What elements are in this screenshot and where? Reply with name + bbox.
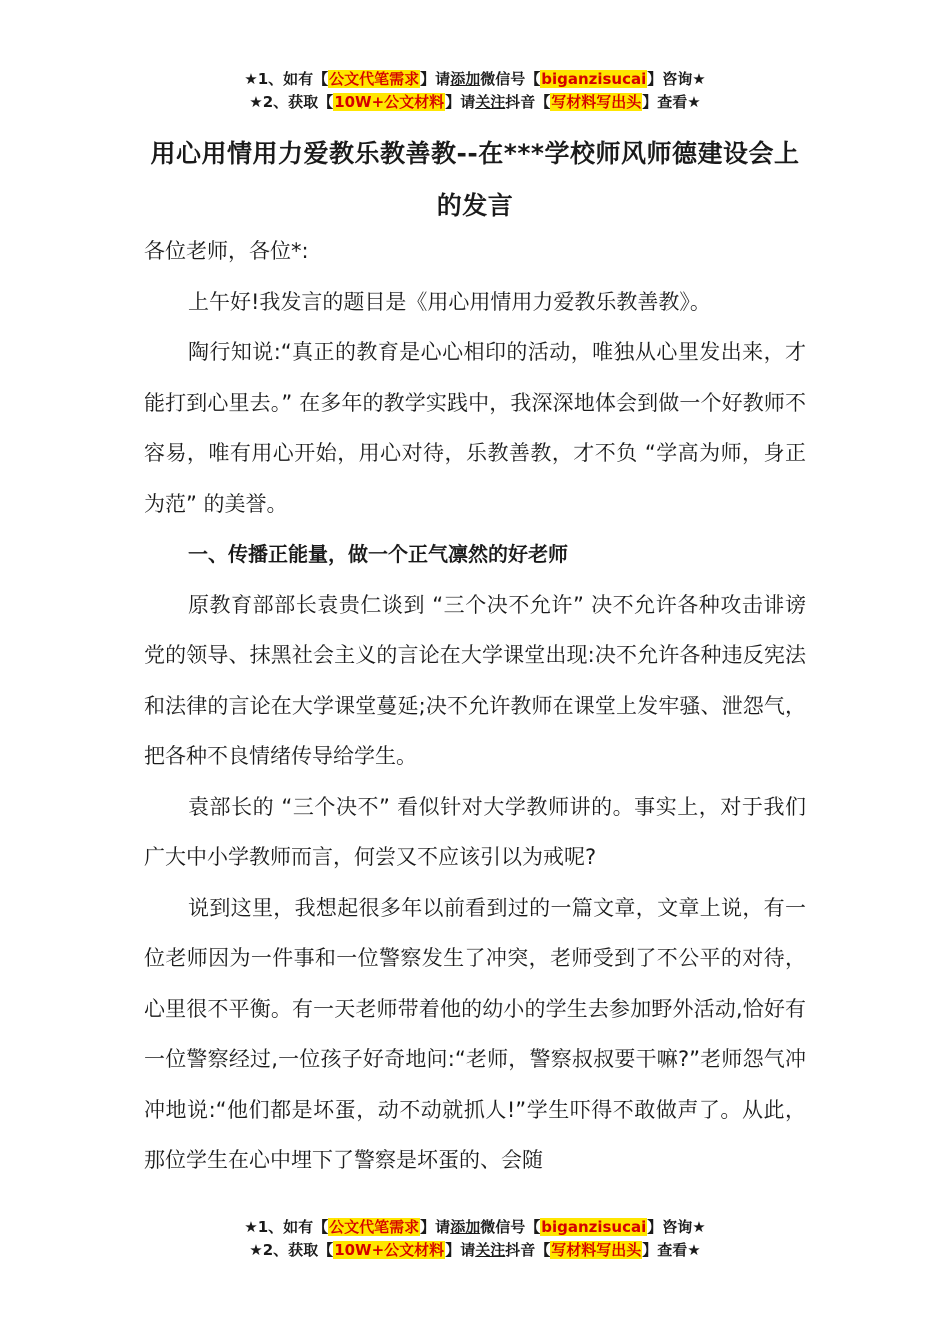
footer-promo-banner — [0, 1216, 950, 1262]
promo-line-2 — [0, 91, 950, 114]
promo-line-1 — [0, 1216, 950, 1239]
paragraph: 上午好!我发言的题目是《用心用情用力爱教乐教善教》。 — [188, 289, 711, 314]
promo-highlight: 公文代笔需求 — [329, 70, 420, 88]
paragraph: 袁部长的 “三个决不” 看似针对大学教师讲的。事实上，对于我们广大中小学教师而言，何尝又不应该引以为戒呢? — [144, 794, 806, 869]
promo-text: 抖音【 — [505, 1241, 551, 1259]
promo-highlight: 写材料写出头 — [551, 93, 642, 111]
promo-text: 】请 — [420, 1218, 451, 1236]
promo-text: 】请 — [445, 93, 476, 111]
document-title: 用心用情用力爱教乐教善教--在***学校师风师德建设会上的发言 — [150, 139, 800, 220]
section-heading: 一、传播正能量，做一个正气凛然的好老师 — [188, 542, 568, 566]
promo-text: ★2、获取【 — [249, 93, 334, 111]
promo-text: 微信号【 — [480, 70, 541, 88]
paragraph: 原教育部部长袁贵仁谈到 “三个决不允许” 决不允许各种攻击诽谤党的领导、抹黑社会主义的言论在大学课堂出现:决不允许各种违反宪法和法律的言论在大学课堂蔓延;决不允许教师在课堂上发牢骚、泄怨气，把各种不良情绪传导给学生。 — [144, 592, 806, 768]
promo-text: 】请 — [420, 70, 451, 88]
promo-highlight: biganzisucai — [541, 1218, 647, 1236]
promo-text: 】查看★ — [642, 1241, 701, 1259]
promo-text: 】咨询★ — [647, 70, 706, 88]
promo-text: 】查看★ — [642, 93, 701, 111]
promo-underline: 关注 — [475, 93, 506, 111]
promo-highlight: 公文代笔需求 — [329, 1218, 420, 1236]
salutation: 各位老师，各位*: — [144, 239, 309, 263]
paragraph: 陶行知说:“真正的教育是心心相印的活动，唯独从心里发出来，才能打到心里去。” 在多年的教学实践中，我深深地体会到做一个好教师不容易，唯有用心开始，用心对待，乐教善教，才不负 “学高为师，身正为范” 的美誉。 — [144, 340, 806, 516]
promo-text: 微信号【 — [480, 1218, 541, 1236]
promo-underline: 关注 — [475, 1241, 506, 1259]
promo-line-1 — [0, 68, 950, 91]
promo-text: ★2、获取【 — [249, 1241, 334, 1259]
promo-text: 】请 — [445, 1241, 476, 1259]
promo-text: 抖音【 — [505, 93, 551, 111]
promo-underline: 添加 — [450, 70, 481, 88]
promo-text: ★1、如有【 — [244, 70, 329, 88]
promo-highlight: biganzisucai — [541, 70, 647, 88]
header-promo-banner — [0, 68, 950, 114]
promo-line-2 — [0, 1239, 950, 1262]
promo-highlight: 10W+公文材料 — [334, 93, 445, 111]
promo-highlight: 10W+公文材料 — [334, 1241, 445, 1259]
promo-underline: 添加 — [450, 1218, 481, 1236]
document-body — [144, 226, 806, 1186]
promo-text: 】咨询★ — [647, 1218, 706, 1236]
promo-text: ★1、如有【 — [244, 1218, 329, 1236]
paragraph: 说到这里，我想起很多年以前看到过的一篇文章，文章上说，有一位老师因为一件事和一位警察发生了冲突，老师受到了不公平的对待，心里很不平衡。有一天老师带着他的幼小的学生去参加野外活动,恰好有一位警察经过,一位孩子好奇地问:“老师，警察叔叔要干嘛?”老师怨气冲冲地说:“他们都是坏蛋，动不动就抓人!”学生吓得不敢做声了。从此，那位学生在心中埋下了警察是坏蛋的、会随 — [144, 895, 806, 1172]
promo-highlight: 写材料写出头 — [551, 1241, 642, 1259]
